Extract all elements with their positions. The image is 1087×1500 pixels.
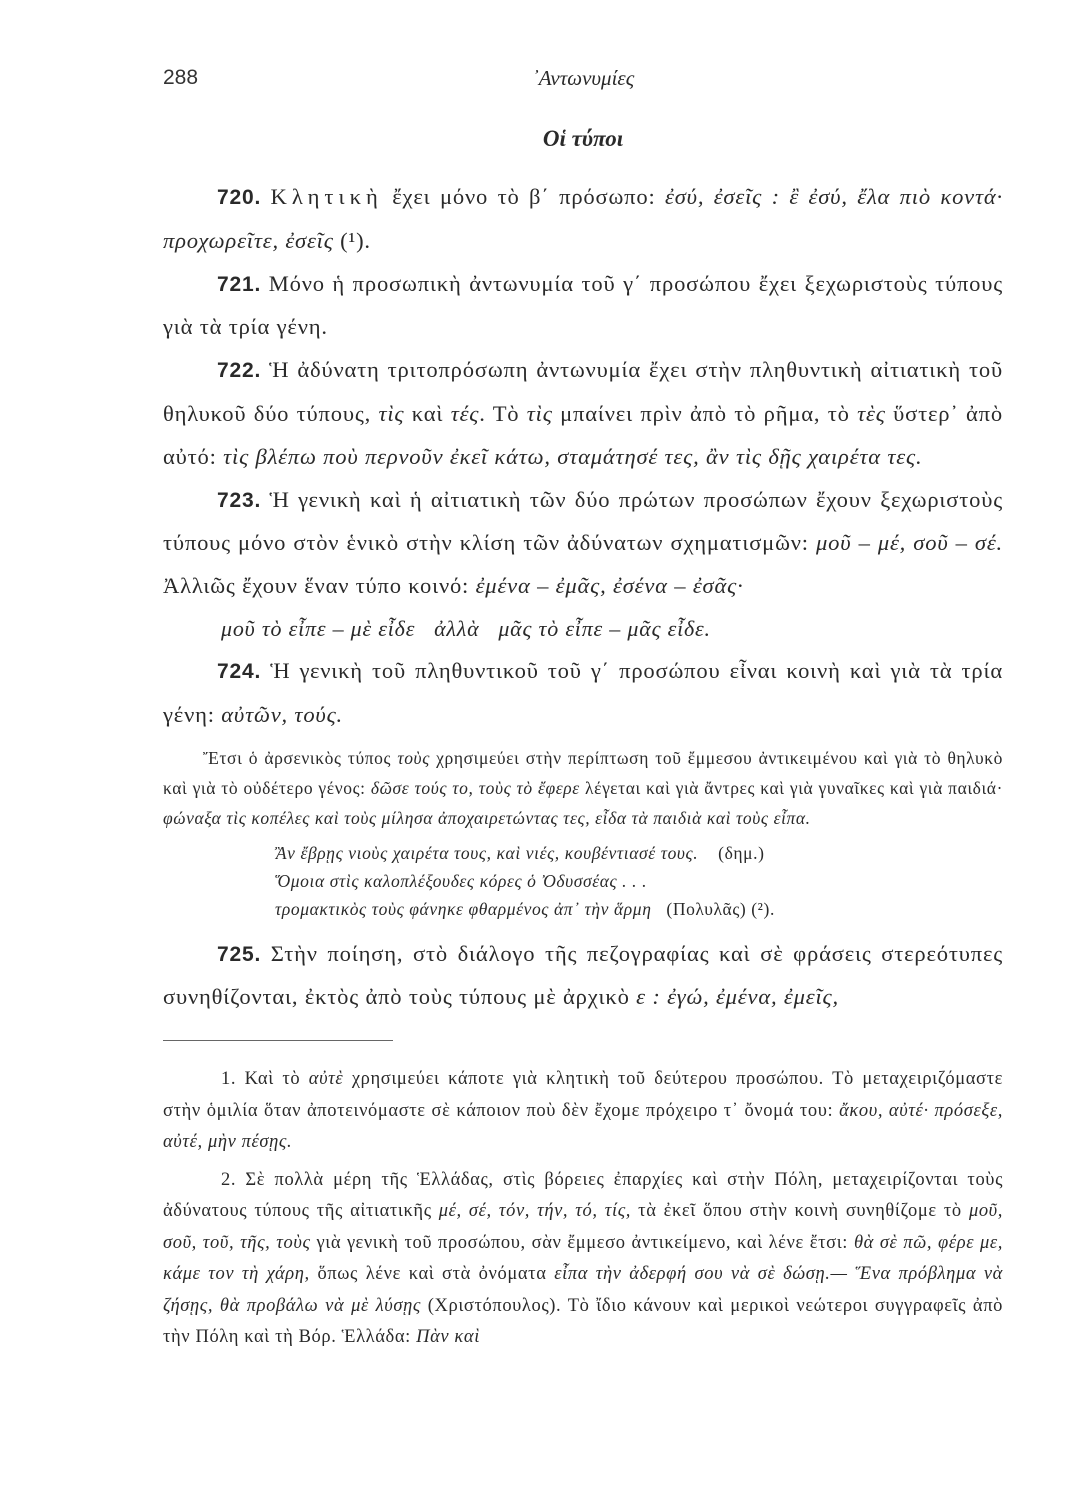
page-header <box>163 66 1003 102</box>
footnote-divider <box>163 1040 393 1041</box>
example-text: Πὰν καὶ <box>416 1327 480 1347</box>
text: ἔχει μόνο τὸ β΄ πρόσωπο: <box>382 184 665 209</box>
verse-source: (Πολυλᾶς) (²). <box>666 898 775 919</box>
verse-text: τρομακτικὸς τοὺς φάνηκε φθαρμένος ἀπ᾽ τὴν ἅρμη <box>275 898 652 919</box>
paragraph-723 <box>163 479 1003 608</box>
text: καὶ <box>404 400 451 426</box>
text: Ἡ γενικὴ τοῦ πληθυντικοῦ τοῦ γ΄ προσώπου εἶναι κοινὴ καὶ γιὰ τὰ τρία γένη: <box>163 657 1003 727</box>
example-text: μέ, σέ, τόν, τήν, τό, τίς, <box>438 1201 632 1221</box>
verse-line <box>275 895 1003 923</box>
page-number: 288 <box>163 66 199 89</box>
footnote-1 <box>163 1064 1003 1159</box>
footnote-ref: (¹). <box>333 227 371 253</box>
text: γιὰ γενικὴ τοῦ προσώπου, σὰν ἔμμεσο ἀντικείμενο, καὶ λένε ἔτσι: <box>310 1232 854 1253</box>
text: Μόνο ἡ προσωπικὴ ἀντωνυμία τοῦ γ΄ προσώπου ἔχει ξεχωριστοὺς τύπους γιὰ τὰ τρία γένη. <box>163 270 1003 340</box>
example-text: θὰ σὲ πῶ, φέρε με, κάμε τον τὴ χάρη, <box>163 1232 1003 1284</box>
section-title: Οἱ τύποι <box>542 126 624 151</box>
paragraph-number: 722. <box>217 359 262 383</box>
paragraph-number: 725. <box>217 942 262 966</box>
text: ὅπως λένε καὶ στὰ ὀνόματα <box>309 1264 555 1284</box>
text: 2. Σὲ πολλὰ μέρη τῆς Ἑλλάδας, στὶς βόρειες ἐπαρχίες καὶ στὴν Πόλη, μεταχειρίζονται τοὺς ἀδύνατους τύπους τῆς αἰτιατικῆς <box>163 1169 1003 1221</box>
example-text: τὶς <box>526 400 553 426</box>
example-text: τές <box>450 400 480 426</box>
paragraph-number: 721. <box>217 272 262 296</box>
text: Στὴν ποίηση, στὸ διάλογο τῆς πεζογραφίας καὶ σὲ φράσεις στερεότυπες συνηθίζονται, ἐκτὸς ἀπὸ τοὺς τύπους μὲ ἀρχικὸ <box>163 940 1003 1010</box>
verse-source: (δημ.) <box>718 842 765 863</box>
paragraph-number: 724. <box>217 659 262 683</box>
footnotes <box>163 1064 1003 1360</box>
verse-line <box>275 839 1003 867</box>
example-text: μοῦ – μέ, σοῦ – σέ. <box>816 530 1003 556</box>
example-line: μοῦ τὸ εἶπε – μὲ εἶδε ἀλλὰ μᾶς τὸ εἶπε – μᾶς εἶδε. <box>221 615 711 641</box>
text: χρησιμεύει στὴν περίπτωση τοῦ ἔμμεσου ἀντικειμένου καὶ γιὰ τὸ θηλυκὸ καὶ γιὰ τὸ οὐδέτερο γένος: <box>163 747 1003 798</box>
verse-block <box>163 839 1003 923</box>
verse-line <box>275 867 1003 895</box>
verse-text: Ὅμοια στὶς καλοπλέξουδες κόρες ὁ Ὀδυσσέας . . . <box>275 870 648 891</box>
example-text: ἐμένα – ἐμᾶς, ἐσένα – ἐσᾶς· <box>475 573 744 599</box>
footnote-2 <box>163 1165 1003 1354</box>
text: Ἡ γενικὴ καὶ ἡ αἰτιατικὴ τῶν δύο πρώτων προσώπων ἔχουν ξεχωριστοὺς τύπους μόνο στὸν ἑνικὸ στὴν κλίση τῶν ἀδύνατων σχηματισμῶν: <box>163 486 1003 556</box>
text: . Τὸ <box>479 400 527 426</box>
example-text: μοῦ, σοῦ, τοῦ, τῆς, τοὺς <box>163 1201 1003 1253</box>
text: τὰ ἐκεῖ ὅπου στὴν κοινὴ συνηθίζομε τὸ <box>631 1201 969 1221</box>
text: Ἀλλιῶς ἔχουν ἕναν τύπο κοινό: <box>163 573 476 599</box>
example-text: τὲς <box>857 400 886 426</box>
text: 1. Καὶ τὸ <box>221 1069 309 1089</box>
main-text <box>163 176 1003 1019</box>
paragraph-720 <box>163 176 1003 263</box>
text: μπαίνει πρὶν ἀπὸ τὸ ρῆμα, τὸ <box>552 400 858 426</box>
example-text: εἶπα τὴν ἀδερφή σου νὰ σὲ δώσῃ.— Ἕνα πρόβλημα νὰ ζήσῃς, θὰ προβάλω νὰ μὲ λύσῃς <box>163 1264 1003 1316</box>
example-text: τὶς <box>378 400 405 426</box>
text: Ἔτσι ὁ ἀρσενικὸς τύπος <box>203 747 398 768</box>
verse-text: Ἂν ἔβρῃς νιοὺς χαιρέτα τους, καὶ νιές, κουβέντιασέ τους. <box>275 842 699 863</box>
paragraph-number: 723. <box>217 488 262 512</box>
text: λέγεται καὶ γιὰ ἄντρες καὶ γιὰ γυναῖκες καὶ γιὰ παιδιά· <box>579 777 1004 798</box>
example-text: αὐτῶν, τούς. <box>221 701 343 727</box>
paragraph-number: 720. <box>217 186 262 209</box>
example-text: τὶς βλέπω ποὺ περνοῦν ἐκεῖ κάτω, σταμάτησέ τες, ἂν τὶς δῇς χαιρέτα τες. <box>223 443 923 469</box>
term: Κλητικὴ <box>270 184 383 209</box>
text: (Χριστόπουλος). Τὸ ἴδιο κάνουν καὶ μερικοὶ νεώτεροι συγγραφεῖς ἀπὸ τὴν Πόλη καὶ τὴ Βόρ. Ἑλλάδα: <box>163 1295 1003 1347</box>
running-head: ᾽Αντωνυμίες <box>531 66 635 90</box>
example-text: αὐτὲ <box>308 1069 344 1089</box>
paragraph-725 <box>163 933 1003 1020</box>
example-text: τοὺς <box>397 747 430 768</box>
example-text: ε : ἐγώ, ἐμένα, ἐμεῖς, <box>636 984 839 1010</box>
text: χρησιμεύει κάποτε γιὰ κλητικὴ τοῦ δεύτερου προσώπου. Τὸ μεταχειριζόμαστε στὴν ὁμιλία ὅταν ἀποτεινόμαστε σὲ κάποιον ποὺ δὲν ἔχομε πρόχειρο τ᾽ ὄνομά του: <box>163 1069 1003 1121</box>
note-paragraph <box>163 743 1003 833</box>
example-text: φώναξα τὶς κοπέλες καὶ τοὺς μίλησα ἀποχαιρετώντας τες, εἶδα τὰ παιδιὰ καὶ τοὺς εἶπα. <box>163 807 811 828</box>
text: ὕστερ᾽ ἀπὸ αὐτό: <box>163 400 1003 469</box>
example-text: ἄκου, αὐτέ· πρόσεξε, αὐτέ, μὴν πέσῃς. <box>163 1100 1003 1152</box>
example-text: ἐσύ, ἐσεῖς : ἒ ἐσύ, ἔλα πιὸ κοντά· προχωρεῖτε, ἐσεῖς <box>163 184 1003 253</box>
text: Ἡ ἀδύνατη τριτοπρόσωπη ἀντωνυμία ἔχει στὴν πληθυντικὴ αἰτιατικὴ τοῦ θηλυκοῦ δύο τύπους, <box>163 357 1003 426</box>
paragraph-722 <box>163 349 1003 478</box>
paragraph-724 <box>163 650 1003 737</box>
example-text: δῶσε τούς το, τοὺς τὸ ἔφερε <box>370 777 580 798</box>
paragraph-721 <box>163 263 1003 350</box>
